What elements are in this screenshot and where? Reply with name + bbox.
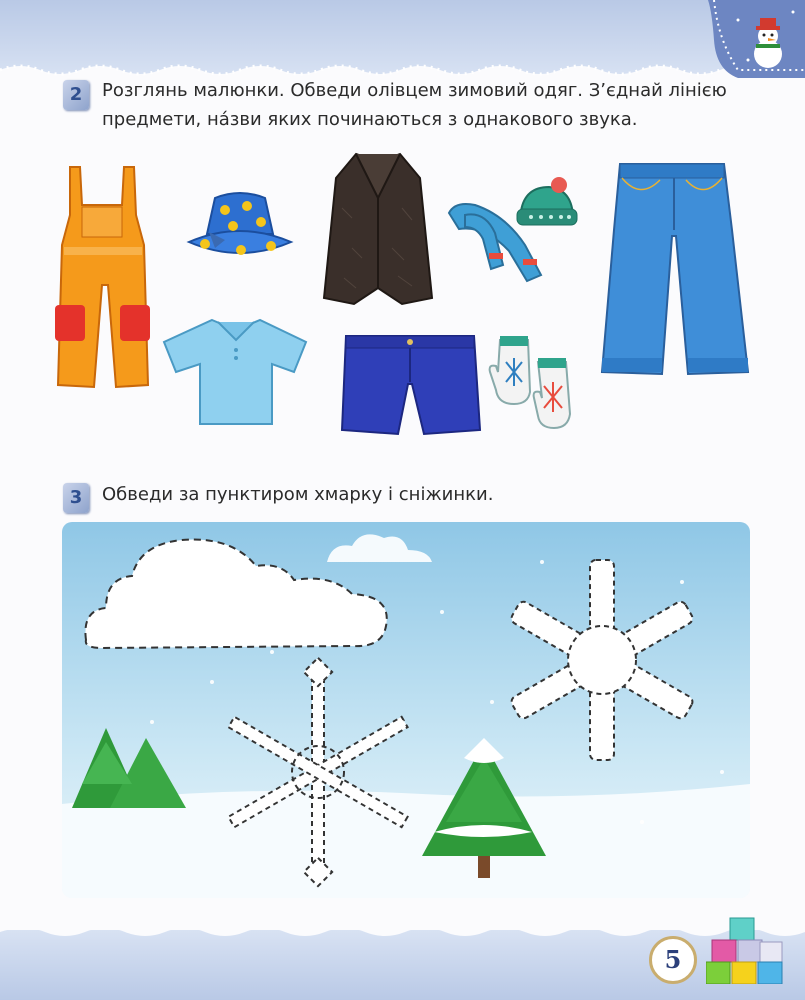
overalls-icon [50, 165, 155, 393]
task-number-badge [63, 80, 89, 110]
scarf-hat-icon [445, 175, 580, 295]
bottom-scallop-border [0, 918, 805, 940]
task-number: 2 [69, 84, 83, 105]
winter-scene-illustration [62, 522, 750, 898]
task2-line2: предмети, на́зви яких починаються з однакового звука. [102, 109, 638, 130]
jeans-icon [600, 160, 750, 378]
page-number: 5 [649, 936, 697, 984]
fur-coat-icon [322, 148, 434, 308]
mittens-icon [488, 332, 583, 432]
winter-scene [62, 522, 750, 898]
hat-icon [185, 190, 295, 262]
snowman-icon [708, 0, 805, 78]
task3-instructions [102, 480, 792, 509]
cubes-icon [706, 916, 784, 984]
task2-line1: Розглянь малюнки. Обведи олівцем зимовий одяг. З’єднай лінією [102, 80, 727, 101]
task-number: 3 [69, 487, 83, 508]
shorts-icon [340, 330, 482, 438]
task-number-badge [63, 483, 89, 513]
task2-instructions [102, 76, 792, 134]
tshirt-icon [160, 316, 310, 428]
task3-line1: Обведи за пунктиром хмарку і сніжинки. [102, 484, 494, 505]
